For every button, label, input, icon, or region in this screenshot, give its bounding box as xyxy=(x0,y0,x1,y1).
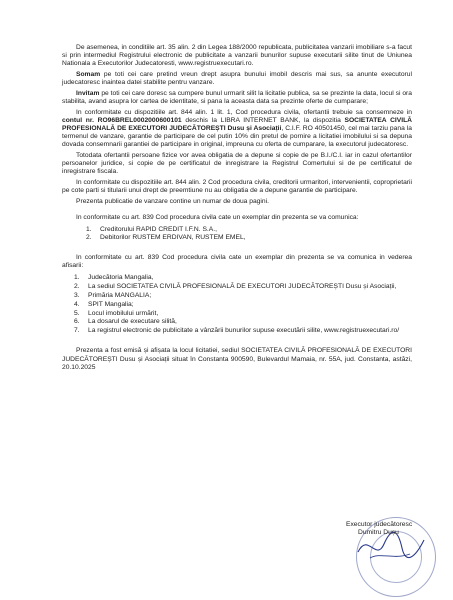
list-item: 2. Debitorilor RUSTEM ERDIVAN, RUSTEM EMEL, xyxy=(86,233,246,241)
list-item: 2. La sediul SOCIETATEA CIVILĂ PROFESIONALĂ DE EXECUTORI JUDECĂTOREȘTI Dusu și Asociații, xyxy=(74,283,397,291)
paragraph-guarantee xyxy=(62,109,412,150)
paragraph-display: In conformitate cu art. 839 Cod procedura civila cate un exemplar din prezenta se va comunica in vederea afisarii: xyxy=(62,254,412,270)
invitation-keyword: Invitam xyxy=(76,89,100,97)
signer-name: Dumitru Dușu xyxy=(358,529,399,537)
list-item: 1. Creditorului RAPID CREDIT I.F.N. S.A., xyxy=(86,225,217,233)
list-item: 4. SPIT Mangalia; xyxy=(74,300,134,308)
paragraph-communicate: In conformitate cu art. 839 Cod procedura civila cate un exemplar din prezenta se va comunica: xyxy=(76,214,359,222)
communicate-list xyxy=(86,226,412,242)
signature-block xyxy=(346,521,436,538)
paragraph-issued: Prezenta a fost emisă și afișata la locul licitatiei, sediul SOCIETATEA CIVILĂ PROFESIONALĂ DE EXECUTORI JUDECĂTOREȘTI Dusu și Asociații situat în Constanta 900590, Bulevardul Mamaia, nr. 55A, jud. Constanta, astăzi, 20.10.2025 xyxy=(62,347,412,371)
list-item: 7. La registrul electronic de publicitate a vânzării bunurilor supuse executării silite, www.registruexecutari.ro/ xyxy=(74,327,400,335)
list-item: 1. Judecătoria Mangalia, xyxy=(74,274,154,282)
signer-role: Executor judecătoresc xyxy=(346,521,413,528)
paragraph-invitation xyxy=(62,90,412,106)
list-item: 3. Primăria MANGALIA; xyxy=(74,292,152,299)
paragraph-pages: Prezenta publicatie de vanzare contine un numar de doua pagini. xyxy=(76,197,269,205)
invitation-text: pe toti cei care doresc sa cumpere bunul urmarit silit la licitatie publica, sa se prezinte la data, locul si ora stabilita, avand asupra lor cartea de identitate, si pana la aceasta data sa prezinte oferte de cumparare; xyxy=(62,89,412,105)
guarantee-text-c: , C.I.F. RO 40501450, cel mai tarziu pana la termenul de vanzare, garantie de participare de cel putin 10% din pretul de pornire a licitatiei imobilului si sa depuna dovada consemnarii garantiei de participare in original, impreuna cu oferta de cumparare, la executorul judecatoresc. xyxy=(62,125,412,149)
document-body xyxy=(62,44,412,374)
list-item: 5. Locul imobilului urmărit, xyxy=(74,309,159,317)
summons-keyword: Somam xyxy=(76,71,101,78)
paragraph-exemptions: In conformitate cu dispozitiile art. 844 alin. 2 Cod procedura civila, creditorii urmaritori, intervenientii, coproprietarii pe cote parti si titularii unui drept de preemtiune nu au obligatia de a depune garantie de participare. xyxy=(62,179,412,195)
summons-text: pe toti cei care pretind vreun drept asupra bunului imobil descris mai sus, sa anunte executorul judecatoresc inaintea datei stabilite pentru vanzare. xyxy=(62,71,412,87)
list-item: 6. La dosarul de executare silită, xyxy=(74,318,177,326)
guarantee-text-b: deschis la LIBRA INTERNET BANK, la dispozitia xyxy=(181,116,345,124)
paragraph-summons xyxy=(62,71,412,87)
executor-company: SOCIETATEA CIVILĂ PROFESIONALĂ DE EXECUTORI JUDECĂTOREȘTI Dusu și Asociații xyxy=(62,116,412,132)
display-list xyxy=(74,274,412,335)
bank-account: contul nr. RO96BREL0002000600101 xyxy=(62,116,182,124)
paragraph-publicity: De asemenea, in conditiile art. 35 alin. 2 din Legea 188/2000 republicata, publicitatea vanzarii imobiliare s-a facut si prin intermediul Registrului electronic de publicitate a vanzarii bunurilor supuse executarii silite tinut de Uniunea Nationala a Executorilor Judecatoresti, www.registruexecutari.ro. xyxy=(62,44,412,68)
paragraph-documents: Totodata ofertantii persoane fizice vor avea obligatia de a depune si copie de pe B.I./C.I. iar in cazul ofertantilor persoanelor juridice, si copie de pe certificatul de inregistrare la Registrul Comertului si de pe certificatul de inregistrare fiscala. xyxy=(62,152,412,176)
guarantee-text-a: In conformitate cu dispozitiile art. 844 alin. 1 lit. 1, Cod procedura civila, ofertantii trebuie sa consemneze in xyxy=(76,108,412,116)
